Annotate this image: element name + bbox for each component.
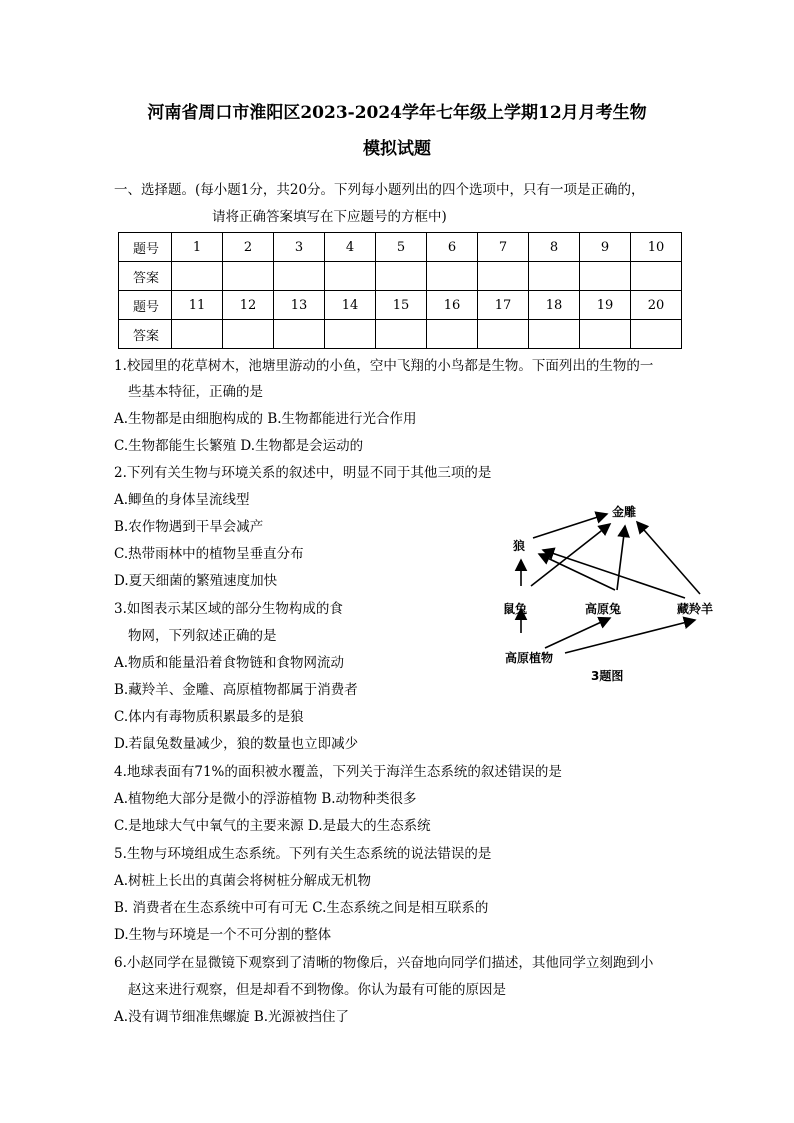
answer-box[interactable]: [529, 262, 580, 291]
table-cell: 7: [478, 233, 529, 262]
question-4-options-ab: A.植物绝大部分是微小的浮游植物 B.动物种类很多: [114, 791, 417, 807]
table-cell: 17: [478, 291, 529, 320]
table-cell: 16: [427, 291, 478, 320]
table-cell: 6: [427, 233, 478, 262]
question-3-option-d: D.若鼠兔数量减少，狼的数量也立即减少: [114, 736, 359, 752]
table-cell: 18: [529, 291, 580, 320]
answer-box[interactable]: [580, 262, 631, 291]
table-cell: 19: [580, 291, 631, 320]
answer-box[interactable]: [427, 320, 478, 349]
question-2-option-a: A.鲫鱼的身体呈流线型: [114, 492, 250, 508]
question-3-option-b: B.藏羚羊、金雕、高原植物都属于消费者: [114, 682, 358, 698]
answer-box[interactable]: [580, 320, 631, 349]
table-cell: 1: [172, 233, 223, 262]
arrow-antelope-wolf: [543, 550, 685, 598]
table-row: [119, 320, 682, 349]
node-plant: 高原植物: [505, 651, 554, 665]
question-3-option-a: A.物质和能量沿着食物链和食物网流动: [114, 655, 345, 671]
table-cell: 10: [631, 233, 682, 262]
node-wolf: 狼: [513, 539, 526, 553]
section-heading-cont: 请将正确答案填写在下应题号的方框中): [212, 209, 447, 225]
table-cell: 13: [274, 291, 325, 320]
question-3-option-c: C.体内有毒物质积累最多的是狼: [114, 709, 304, 725]
table-cell: 20: [631, 291, 682, 320]
table-label: 答案: [119, 320, 172, 349]
answer-box[interactable]: [223, 262, 274, 291]
question-1-options-ab: A.生物都是由细胞构成的 B.生物都能进行光合作用: [114, 411, 417, 427]
question-1-stem: 1.校园里的花草树木，池塘里游动的小鱼，空中飞翔的小鸟都是生物。下面列出的生物的一: [114, 358, 654, 374]
answer-box[interactable]: [172, 320, 223, 349]
answer-box[interactable]: [274, 320, 325, 349]
table-row: [119, 262, 682, 291]
question-4-stem: 4.地球表面有71%的面积被水覆盖，下列关于海洋生态系统的叙述错误的是: [114, 764, 562, 780]
table-cell: 2: [223, 233, 274, 262]
answer-table: [118, 232, 682, 349]
arrow-plant-antelope: [565, 620, 695, 653]
node-eagle: 金雕: [612, 505, 637, 519]
question-2-option-d: D.夏天细菌的繁殖速度加快: [114, 573, 278, 589]
page-title-line2: 模拟试题: [363, 139, 431, 159]
question-1-options-cd: C.生物都能生长繁殖 D.生物都是会运动的: [114, 438, 364, 454]
answer-box[interactable]: [478, 320, 529, 349]
answer-box[interactable]: [376, 320, 427, 349]
question-4-options-cd: C.是地球大气中氧气的主要来源 D.是最大的生态系统: [114, 818, 431, 834]
answer-box[interactable]: [223, 320, 274, 349]
question-5-option-a: A.树桩上长出的真菌会将树桩分解成无机物: [114, 873, 372, 889]
answer-box[interactable]: [427, 262, 478, 291]
table-cell: 11: [172, 291, 223, 320]
food-web-diagram: [495, 498, 735, 688]
question-2-option-c: C.热带雨林中的植物呈垂直分布: [114, 546, 304, 562]
arrow-antelope-eagle: [637, 522, 700, 594]
table-label: 答案: [119, 262, 172, 291]
answer-box[interactable]: [172, 262, 223, 291]
answer-box[interactable]: [478, 262, 529, 291]
table-label: 题号: [119, 291, 172, 320]
question-2-option-b: B.农作物遇到干旱会减产: [114, 519, 264, 535]
node-antelope: 藏羚羊: [677, 602, 714, 616]
table-cell: 4: [325, 233, 376, 262]
question-3-stem: 3.如图表示某区域的部分生物构成的食: [114, 601, 343, 617]
arrow-hare-eagle: [617, 526, 625, 590]
question-3-stem-cont: 物网，下列叙述正确的是: [128, 628, 277, 644]
answer-box[interactable]: [376, 262, 427, 291]
section-heading: 一、选择题。(每小题1分，共20分。下列每小题列出的四个选项中，只有一项是正确的，: [114, 182, 645, 198]
table-row: [119, 233, 682, 262]
table-cell: 15: [376, 291, 427, 320]
answer-box[interactable]: [529, 320, 580, 349]
node-pika: 鼠兔: [503, 602, 528, 616]
answer-box[interactable]: [325, 320, 376, 349]
question-6-stem-cont: 赵这来进行观察，但是却看不到物像。你认为最有可能的原因是: [128, 982, 506, 998]
figure-caption: 3题图: [591, 669, 624, 683]
page-title-line1: 河南省周口市淮阳区2023-2024学年七年级上学期12月月考生物: [147, 103, 647, 123]
answer-box[interactable]: [325, 262, 376, 291]
answer-box[interactable]: [631, 262, 682, 291]
question-5-stem: 5.生物与环境组成生态系统。下列有关生态系统的说法错误的是: [114, 846, 492, 862]
table-label: 题号: [119, 233, 172, 262]
question-2-stem: 2.下列有关生物与环境关系的叙述中，明显不同于其他三项的是: [114, 465, 492, 481]
table-cell: 9: [580, 233, 631, 262]
question-6-options-ab: A.没有调节细准焦螺旋 B.光源被挡住了: [114, 1009, 350, 1025]
table-cell: 12: [223, 291, 274, 320]
question-5-options-bc: B. 消费者在生态系统中可有可无 C.生态系统之间是相互联系的: [114, 900, 489, 916]
answer-box[interactable]: [274, 262, 325, 291]
question-6-stem: 6.小赵同学在显微镜下观察到了清晰的物像后，兴奋地向同学们描述，其他同学立刻跑到小: [114, 955, 654, 971]
table-cell: 3: [274, 233, 325, 262]
question-1-stem-cont: 些基本特征，正确的是: [128, 384, 263, 400]
table-cell: 8: [529, 233, 580, 262]
node-hare: 高原兔: [585, 602, 622, 616]
answer-box[interactable]: [631, 320, 682, 349]
table-cell: 14: [325, 291, 376, 320]
food-web-arrows: [521, 514, 700, 653]
table-cell: 5: [376, 233, 427, 262]
question-5-option-d: D.生物与环境是一个不可分割的整体: [114, 927, 332, 943]
arrow-hare-wolf: [539, 554, 615, 590]
table-row: [119, 291, 682, 320]
